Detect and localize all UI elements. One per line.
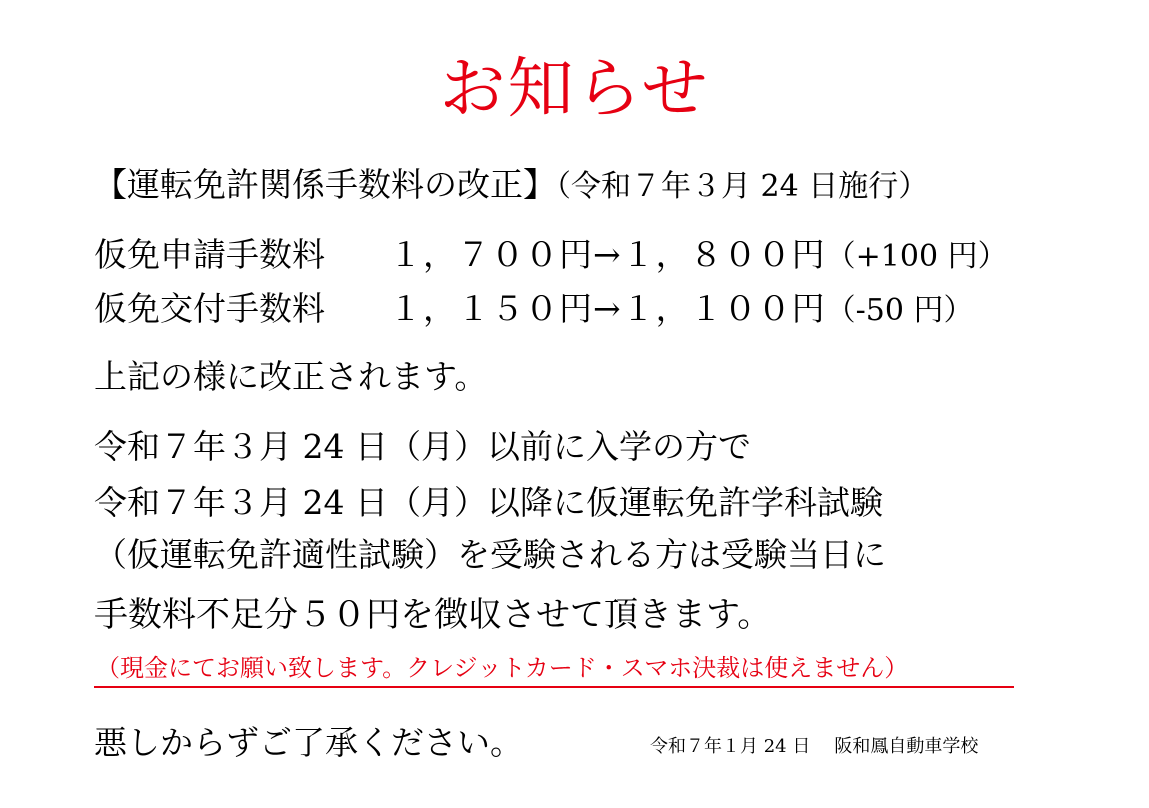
body-line: 手数料不足分５０円を徴収させて頂きます。 xyxy=(94,595,772,635)
signature xyxy=(650,733,978,761)
fee-label: 仮免交付手数料 xyxy=(94,289,325,328)
page-title: お知らせ xyxy=(439,50,710,127)
revision-heading-main: 【運転免許関係手数料の改正】 xyxy=(94,165,556,204)
fee-diff: （+100 円） xyxy=(825,239,1008,274)
fee-change: １，１５０円→１，１００円 xyxy=(389,289,826,328)
fee-change: １，７００円→１，８００円 xyxy=(389,235,826,274)
revision-heading xyxy=(94,160,928,212)
school-name: 阪和鳳自動車学校 xyxy=(834,736,979,757)
payment-notice: （現金にてお願い致します。クレジットカード・スマホ決裁は使えません） xyxy=(94,650,1014,688)
fee-diff: （-50 円） xyxy=(825,293,974,328)
revision-effective-date: （令和７年３月 24 日施行） xyxy=(556,169,929,204)
fee-row-provisional-issuance xyxy=(94,284,974,336)
body-line: 令和７年３月 24 日（月）以前に入学の方で xyxy=(94,427,751,466)
fee-label: 仮免申請手数料 xyxy=(94,235,325,274)
body-line: 令和７年３月 24 日（月）以降に仮運転免許学科試験 xyxy=(94,483,883,522)
body-line: （仮運転免許適性試験）を受験される方は受験当日に xyxy=(94,535,886,574)
fee-row-provisional-application xyxy=(94,230,1008,282)
closing-text: 悪しからずご了承ください。 xyxy=(94,723,523,762)
intro-text: 上記の様に改正されます。 xyxy=(94,357,488,396)
signature-date: 令和７年１月 24 日 xyxy=(650,736,811,757)
